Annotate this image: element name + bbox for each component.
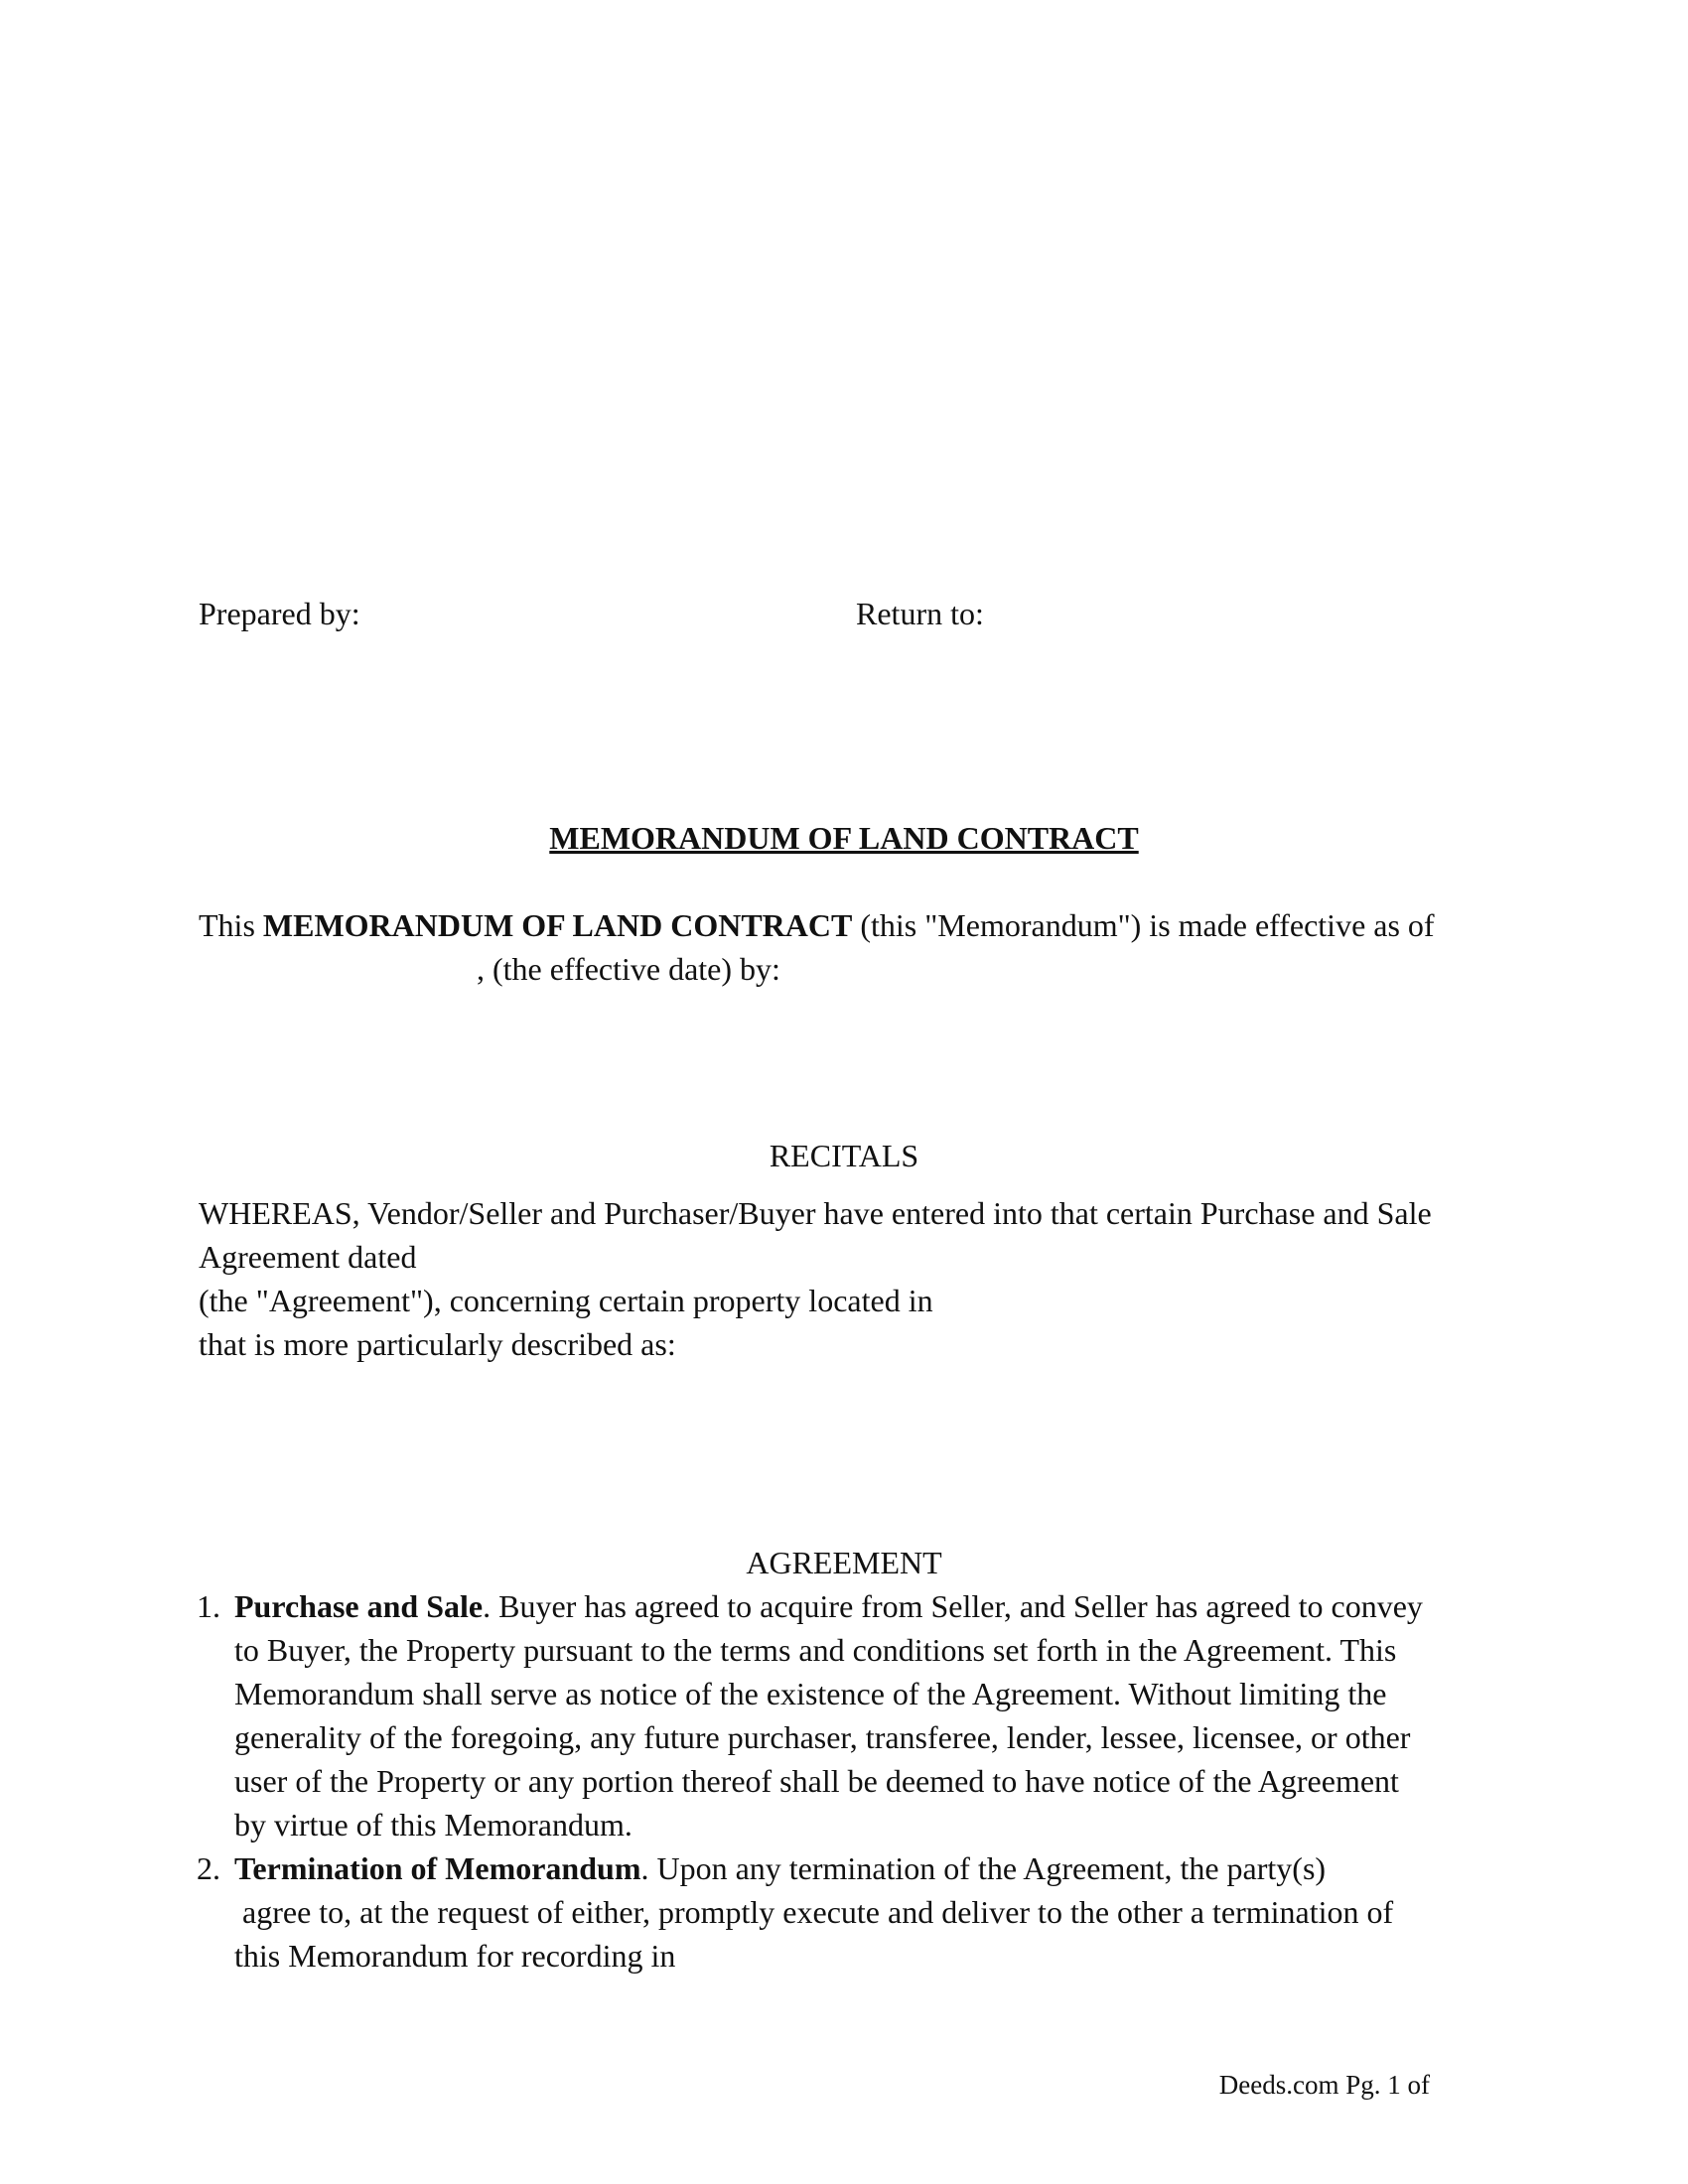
document-title: MEMORANDUM OF LAND CONTRACT bbox=[549, 820, 1139, 856]
item-first-line: . Buyer has agreed to acquire from Seller, and Seller has agreed to convey bbox=[483, 1588, 1423, 1624]
recitals-line: that is more particularly described as: bbox=[199, 1326, 676, 1362]
item-first-line: . Upon any termination of the Agreement, the party(s) bbox=[640, 1850, 1327, 1886]
intro-suffix: (this "Memorandum") is made effective as of bbox=[852, 907, 1435, 943]
item-number: 1. bbox=[197, 1588, 220, 1624]
recitals-heading: RECITALS bbox=[769, 1138, 919, 1173]
agreement-list bbox=[197, 1584, 1487, 1978]
intro-bold-title: MEMORANDUM OF LAND CONTRACT bbox=[262, 907, 853, 943]
item-title: Purchase and Sale bbox=[234, 1588, 484, 1624]
intro-prefix: This bbox=[199, 907, 263, 943]
agreement-heading: AGREEMENT bbox=[746, 1545, 942, 1580]
item-line: agree to, at the request of either, promptly execute and deliver to the other a termination of bbox=[234, 1894, 1394, 1930]
page-footer: Deeds.com Pg. 1 of bbox=[1218, 2070, 1430, 2100]
intro-line-2: , (the effective date) by: bbox=[477, 951, 780, 987]
item-line: to Buyer, the Property pursuant to the terms and conditions set forth in the Agreement. This bbox=[234, 1632, 1397, 1668]
item-line: generality of the foregoing, any future purchaser, transferee, lender, lessee, licensee, or other bbox=[234, 1719, 1411, 1755]
agreement-item-2 bbox=[197, 1846, 1487, 1978]
recitals-line: WHEREAS, Vendor/Seller and Purchaser/Buyer have entered into that certain Purchase and Sale bbox=[199, 1195, 1432, 1231]
recitals-line: Agreement dated bbox=[199, 1239, 417, 1275]
agreement-item-1 bbox=[197, 1584, 1487, 1846]
item-line: this Memorandum for recording in bbox=[234, 1938, 676, 1974]
intro-paragraph bbox=[199, 903, 1489, 991]
prepared-by-label: Prepared by: bbox=[199, 596, 360, 631]
recitals-line: (the "Agreement"), concerning certain property located in bbox=[199, 1283, 933, 1318]
recitals-paragraph bbox=[199, 1191, 1489, 1366]
item-line: by virtue of this Memorandum. bbox=[234, 1807, 633, 1843]
item-title: Termination of Memorandum bbox=[234, 1850, 641, 1886]
item-line: user of the Property or any portion thereof shall be deemed to have notice of the Agreement bbox=[234, 1763, 1399, 1799]
item-number: 2. bbox=[197, 1850, 220, 1886]
return-to-label: Return to: bbox=[856, 596, 984, 631]
item-line: Memorandum shall serve as notice of the existence of the Agreement. Without limiting the bbox=[234, 1676, 1387, 1711]
